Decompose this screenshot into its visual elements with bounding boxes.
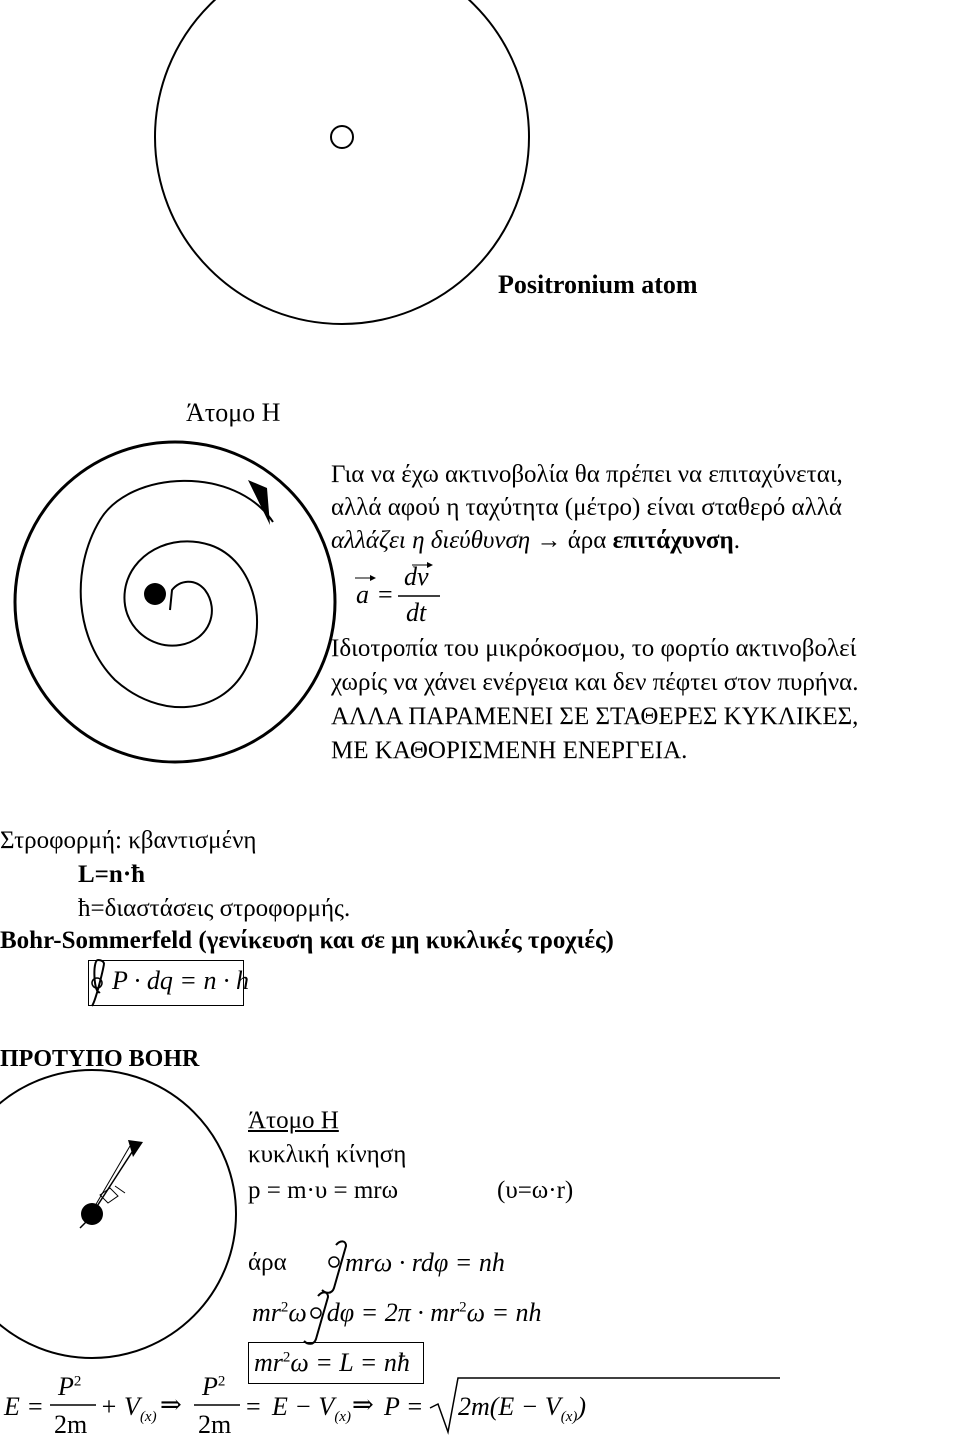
energy-minusV <box>272 1392 351 1426</box>
energy-sub1: (x) <box>139 1409 157 1426</box>
angular-line2: L=n·ħ <box>78 861 146 888</box>
energy-P-eq: P = <box>384 1392 424 1421</box>
para2-line2: χωρίς να χάνει ενέργεια και δεν πέφτει στον πυρήνα. <box>331 669 859 696</box>
bohr-model-heading: ΠΡΟΤΥΠΟ BOHR <box>0 1046 200 1072</box>
eq3-b: ω = L = nħ <box>290 1348 410 1377</box>
nucleus-dot <box>144 583 166 605</box>
spiral-arrowhead <box>248 480 270 525</box>
para1-rest: άρα <box>561 527 613 554</box>
para1-line1: Για να έχω ακτινοβολία θα πρέπει να επιταχύνεται, <box>331 461 843 488</box>
eq2-sup1: 2 <box>280 1299 289 1316</box>
energy-sqrt-body <box>458 1392 586 1426</box>
energy-eq1: = <box>28 1392 43 1421</box>
energy-sup2: 2 <box>217 1373 226 1390</box>
positronium-diagram <box>155 0 529 324</box>
energy-P-num2 <box>202 1372 225 1402</box>
para2-line3: ΑΛΛΑ ΠΑΡΑΜΕΝΕΙ ΣΕ ΣΤΑΘΕΡΕΣ ΚΥΚΛΙΚΕΣ, <box>331 703 859 730</box>
eq2-sup2: 2 <box>459 1299 467 1316</box>
bohr-relation: (υ=ω·r) <box>497 1177 574 1204</box>
bohr-circular: κυκλική κίνηση <box>248 1141 407 1168</box>
bohr-ara: άρα <box>248 1249 287 1276</box>
right-arrow-icon: → <box>536 527 562 554</box>
bohr-momentum: p = m·υ = mrω <box>248 1177 399 1204</box>
energy-den2: 2m <box>198 1410 232 1439</box>
bohr-nucleus <box>81 1203 103 1225</box>
energy-plusV <box>100 1392 157 1426</box>
energy-den1: 2m <box>54 1410 88 1439</box>
spiral-path <box>81 481 273 707</box>
angle-marker <box>100 1188 118 1203</box>
bohr-sommerfeld-eq: P · dq = n · h <box>112 966 249 995</box>
bohr-sommerfeld-heading: Bohr-Sommerfeld (γενίκευση και σε μη κυκλικές τροχιές) <box>0 927 614 954</box>
angular-line3: ħ=διαστάσεις στροφορμής. <box>78 895 351 922</box>
energy-sqrt-text: 2m(E − V <box>458 1392 561 1421</box>
eq2-a: mr <box>252 1298 281 1327</box>
positronium-orbit <box>155 0 529 324</box>
implies-icon-2: ⇒ <box>352 1390 374 1419</box>
energy-E: E <box>4 1392 20 1421</box>
energy-P1: P <box>58 1372 74 1401</box>
eq-accel-num: dv <box>404 562 429 591</box>
para2-line1: Ιδιοτροπία του μικρόκοσμου, το φορτίο ακτινοβολεί <box>331 635 857 662</box>
h-atom-heading: Άτομο Η <box>186 398 281 427</box>
angular-line1: Στροφορμή: κβαντισμένη <box>0 827 257 854</box>
energy-minusV-text: E − V <box>272 1392 335 1421</box>
bohr-eq3 <box>254 1348 410 1378</box>
spiral-diagram <box>15 442 335 762</box>
eq2-b: ω <box>288 1298 307 1327</box>
energy-sub2: (x) <box>334 1409 351 1426</box>
para2-line4: ΜΕ ΚΑΘΟΡΙΣΜΕΝΗ ΕΝΕΡΓΕΙΑ. <box>331 737 688 764</box>
eq-accel-den: dt <box>406 598 427 627</box>
para1-italic: αλλάζει η διεύθυνση <box>331 527 531 554</box>
bohr-diagram <box>0 1070 236 1358</box>
energy-sub3: (x) <box>560 1409 578 1426</box>
positronium-center <box>331 126 353 148</box>
para1-end: . <box>733 527 740 554</box>
implies-icon-1: ⇒ <box>160 1390 182 1419</box>
energy-eq2: = <box>246 1392 261 1421</box>
positronium-title: Positronium atom <box>498 270 698 299</box>
eq2-d: ω = nh <box>466 1298 542 1327</box>
eq2-c: dφ = 2π · mr <box>326 1298 460 1327</box>
outer-orbit-circle <box>15 442 335 762</box>
energy-P2: P <box>202 1372 218 1401</box>
bohr-radius <box>92 1149 134 1214</box>
bohr-eq1: mrω · rdφ = nh <box>345 1248 505 1277</box>
bohr-orbit <box>0 1070 236 1358</box>
eq3-sup: 2 <box>282 1349 291 1366</box>
para1-line3 <box>331 526 740 556</box>
energy-sup1: 2 <box>73 1373 82 1390</box>
eq-accel-equals: = <box>378 580 393 609</box>
para1-line2: αλλά αφού η ταχύτητα (μέτρο) είναι σταθερό αλλά <box>331 494 842 521</box>
bohr-h-atom: Άτομο Η <box>248 1107 339 1134</box>
eq3-a: mr <box>254 1348 283 1377</box>
bohr-eq2 <box>252 1298 542 1328</box>
para1-bold: επιτάχυνση <box>612 527 734 554</box>
eq-accel-lhs: a <box>356 580 369 609</box>
energy-plusV-text: + V <box>100 1392 140 1421</box>
energy-P-num1 <box>58 1372 81 1402</box>
energy-close-paren: ) <box>577 1392 587 1421</box>
